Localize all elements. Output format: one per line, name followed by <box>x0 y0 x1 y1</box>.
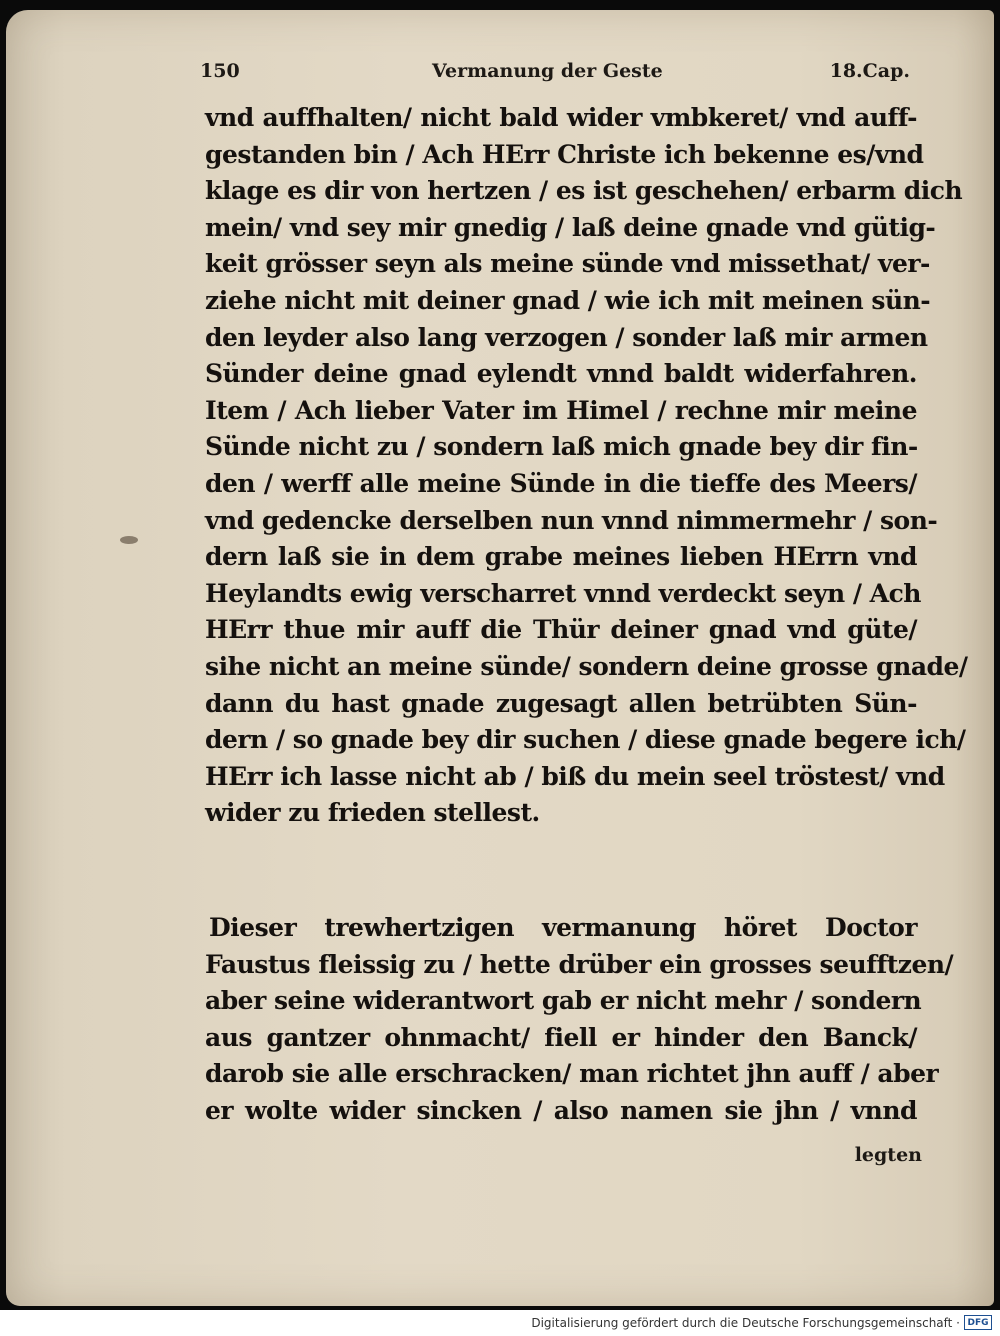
paragraph-narrative <box>205 910 954 1130</box>
text-line: wider zu frieden stellest. <box>205 798 540 828</box>
text-line: aber seine widerantwort gab er nicht mehr / sondern <box>205 986 922 1016</box>
text-line: aus gantzer ohnmacht/ fiell er hinder den Banck/ <box>205 1022 917 1052</box>
text-line: vnd gedencke derselben nun vnnd nimmermehr / son- <box>205 505 938 535</box>
text-line: dann du hast gnade zugesagt allen betrübten Sün- <box>205 688 917 718</box>
text-line: dern laß sie in dem grabe meines lieben HErrn vnd <box>205 542 917 572</box>
text-line: klage es dir von hertzen / es ist geschehen/ erbarm dich <box>205 176 963 206</box>
dfg-logo: DFG <box>964 1315 992 1330</box>
text-line: darob sie alle erschracken/ man richtet jhn auff / aber <box>205 1059 939 1089</box>
running-title: Vermanung der Geste <box>432 60 663 82</box>
chapter-label: 18.Cap. <box>829 60 910 82</box>
text-line: dern / so gnade bey dir suchen / diese gnade begere ich/ <box>205 725 966 755</box>
funding-credit: Digitalisierung gefördert durch die Deutsche Forschungsgemeinschaft · <box>531 1316 960 1330</box>
text-line: keit grösser seyn als meine sünde vnd missethat/ ver- <box>205 249 930 279</box>
page-header <box>200 60 910 88</box>
footer-bar <box>0 1310 1000 1336</box>
text-line: er wolte wider sincken / also namen sie jhn / vnnd <box>205 1095 917 1125</box>
text-line: Heylandts ewig verscharret vnnd verdeckt seyn / Ach <box>205 578 921 608</box>
text-line: den leyder also lang verzogen / sonder laß mir armen <box>205 322 928 352</box>
text-line: vnd auffhalten/ nicht bald wider vmbkeret/ vnd auff- <box>205 103 917 132</box>
text-line: gestanden bin / Ach HErr Christe ich bekenne es/vnd <box>205 139 924 169</box>
text-line: Sünder deine gnad eylendt vnnd baldt widerfahren. <box>205 359 917 389</box>
text-line: Dieser trewhertzigen vermanung höret Doctor <box>209 913 917 942</box>
text-line: HErr ich lasse nicht ab / biß du mein seel tröstest/ vnd <box>205 761 945 791</box>
page-number: 150 <box>200 60 240 82</box>
text-line: ziehe nicht mit deiner gnad / wie ich mit meinen sün- <box>205 285 931 315</box>
text-line: HErr thue mir auff die Thür deiner gnad vnd güte/ <box>205 615 917 645</box>
text-line: Item / Ach lieber Vater im Himel / rechne mir meine <box>205 395 917 425</box>
text-line: sihe nicht an meine sünde/ sondern deine grosse gnade/ <box>205 651 968 681</box>
ink-stain <box>120 536 138 544</box>
paragraph-prayer <box>205 100 968 832</box>
text-line: mein/ vnd sey mir gnedig / laß deine gnade vnd gütig- <box>205 212 936 242</box>
text-line: den / werff alle meine Sünde in die tieffe des Meers/ <box>205 468 917 498</box>
catchword: legten <box>854 1144 922 1166</box>
text-line: Sünde nicht zu / sondern laß mich gnade bey dir fin- <box>205 432 918 462</box>
text-line: Faustus fleissig zu / hette drüber ein grosses seufftzen/ <box>205 949 954 979</box>
